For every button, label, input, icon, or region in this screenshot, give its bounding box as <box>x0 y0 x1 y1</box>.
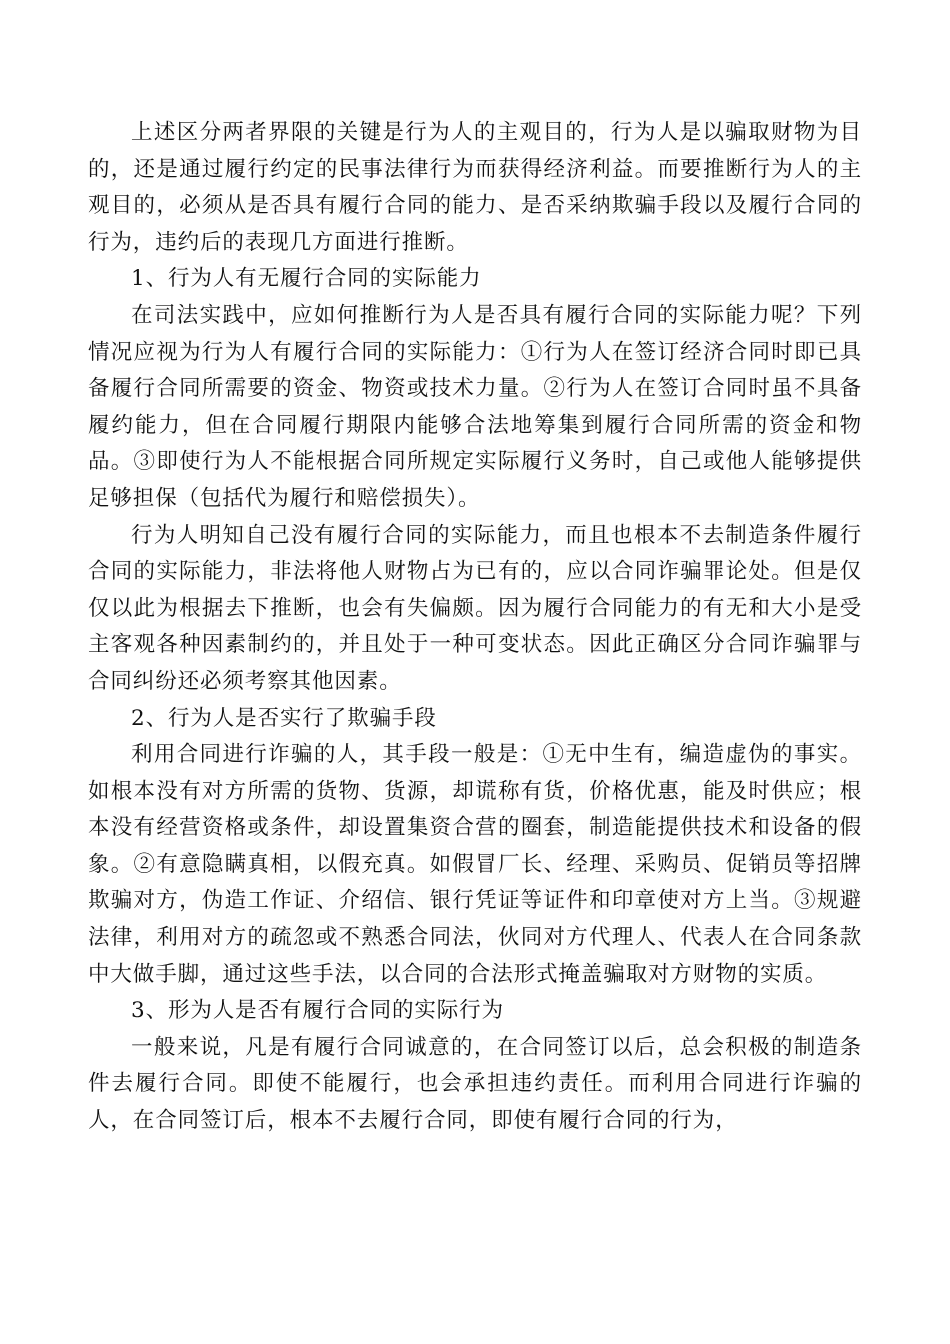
paragraph-capability: 在司法实践中，应如何推断行为人是否具有履行合同的实际能力呢？下列情况应视为行为人有履行合同的实际能力：①行为人在签订经济合同时即已具备履行合同所需要的资金、物资或技术力量。②行为人在签订合同时虽不具备履约能力，但在合同履行期限内能够合法地筹集到履行合同所需的资金和物品。③即使行为人不能根据合同所规定实际履行义务时，自己或他人能够提供足够担保（包括代为履行和赔偿损失）。 <box>88 302 862 511</box>
paragraph-performance: 一般来说，凡是有履行合同诚意的，在合同签订以后，总会积极的制造条件去履行合同。即使不能履行，也会承担违约责任。而利用合同进行诈骗的人，在合同签订后，根本不去履行合同，即使有履行合同的行为， <box>88 1034 862 1134</box>
paragraph-intro: 上述区分两者界限的关键是行为人的主观目的，行为人是以骗取财物为目的，还是通过履行约定的民事法律行为而获得经济利益。而要推断行为人的主观目的，必须从是否具有履行合同的能力、是否采纳欺骗手段以及履行合同的行为，违约后的表现几方面进行推断。 <box>88 120 862 255</box>
paragraph-no-capability: 行为人明知自己没有履行合同的实际能力，而且也根本不去制造条件履行合同的实际能力，非法将他人财物占为已有的，应以合同诈骗罪论处。但是仅仅以此为根据去下推断，也会有失偏颇。因为履行合同能力的有无和大小是受主客观各种因素制约的，并且处于一种可变状态。因此正确区分合同诈骗罪与合同纠纷还必须考察其他因素。 <box>88 522 862 694</box>
section-heading-2: 2、行为人是否实行了欺骗手段 <box>131 705 437 731</box>
section-heading-1: 1、行为人有无履行合同的实际能力 <box>131 266 482 292</box>
document-body <box>88 115 862 1140</box>
paragraph-deception: 利用合同进行诈骗的人，其手段一般是：①无中生有，编造虚伪的事实。如根本没有对方所需的货物、货源，却谎称有货，价格优惠，能及时供应；根本没有经营资格或条件，却设置集资合营的圈套，制造能提供技术和设备的假象。②有意隐瞒真相，以假充真。如假冒厂长、经理、采购员、促销员等招牌欺骗对方，伪造工作证、介绍信、银行凭证等证件和印章使对方上当。③规避法律，利用对方的疏忽或不熟悉合同法，伙同对方代理人、代表人在合同条款中大做手脚，通过这些手法，以合同的合法形式掩盖骗取对方财物的实质。 <box>88 742 862 987</box>
section-heading-3: 3、形为人是否有履行合同的实际行为 <box>131 998 504 1024</box>
